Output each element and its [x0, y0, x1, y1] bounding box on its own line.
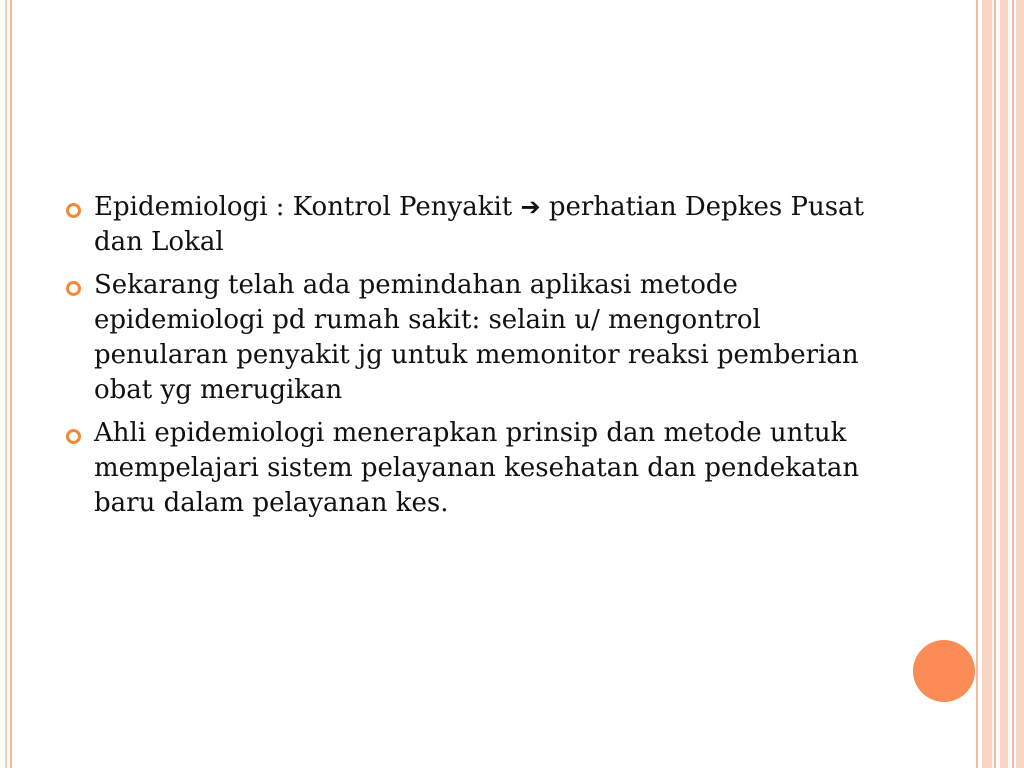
- bullet-item-ahli-epidemiologi: [64, 416, 884, 521]
- right-border-stripes: [976, 0, 1024, 768]
- stripe: [994, 0, 996, 768]
- bullet-list: [64, 190, 884, 529]
- stripe: [982, 0, 992, 768]
- ring-bullet-icon: [66, 203, 81, 218]
- bullet-item-epidemiologi: [64, 190, 884, 260]
- stripe: [1000, 0, 1008, 768]
- orange-circle-icon: [913, 640, 975, 702]
- stripe: [976, 0, 978, 768]
- right-arrow-icon: ➔: [520, 193, 541, 221]
- bullet-text: Ahli epidemiologi menerapkan prinsip dan metode untuk mempelajari sistem pelayanan kesehatan dan pendekatan baru dalam pelayanan kes.: [94, 418, 860, 518]
- left-border-decoration: [0, 0, 12, 768]
- stripe: [1012, 0, 1014, 768]
- bullet-text-part: Epidemiologi : Kontrol Penyakit: [94, 192, 521, 222]
- bullet-text-part: perhatian Depkes Pusat dan Lokal: [94, 192, 864, 257]
- ring-bullet-icon: [66, 429, 81, 444]
- left-border-inner-line: [5, 0, 7, 768]
- bullet-item-rumah-sakit: [64, 268, 884, 408]
- ring-bullet-icon: [66, 281, 81, 296]
- bullet-text: Sekarang telah ada pemindahan aplikasi metode epidemiologi pd rumah sakit: selain u/ mengontrol penularan penyakit jg untuk memonitor reaksi pemberian obat yg merugikan: [94, 270, 859, 405]
- stripe: [1016, 0, 1024, 768]
